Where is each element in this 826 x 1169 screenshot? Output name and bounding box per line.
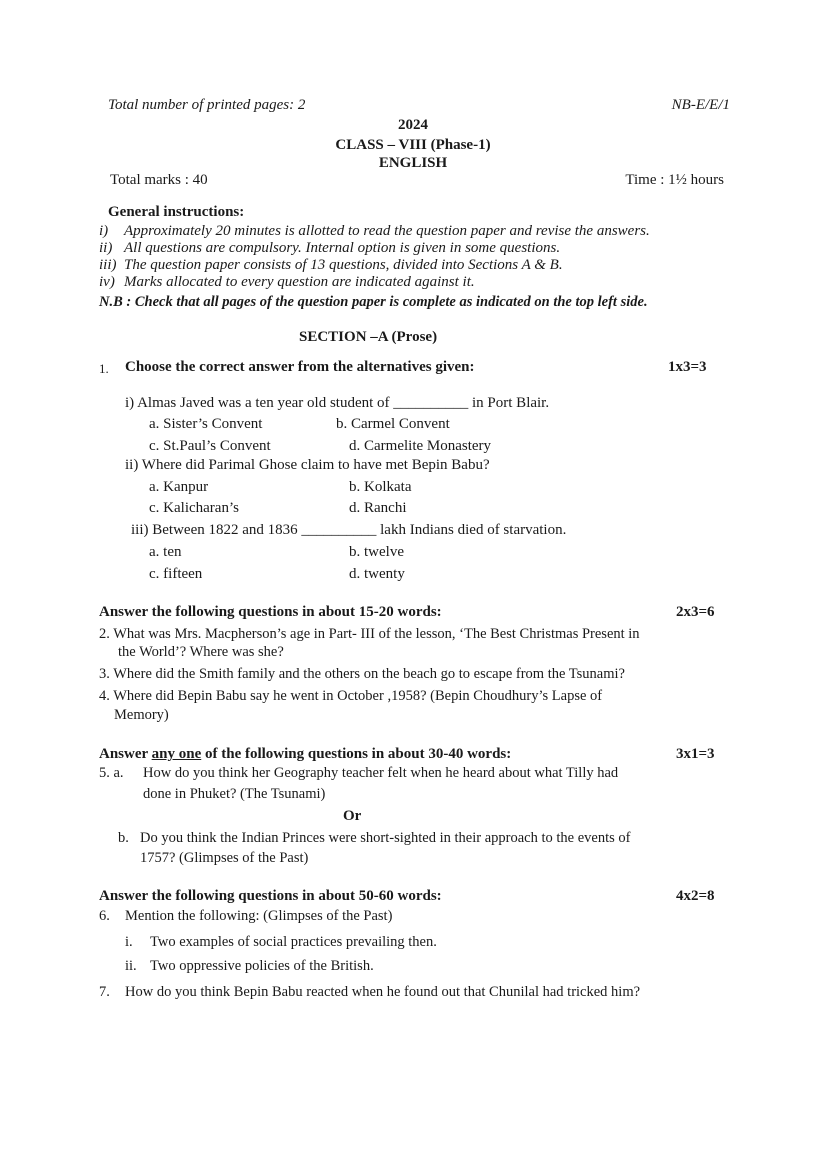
block-marks: 4x2=8 xyxy=(676,888,715,904)
instruction-num: ii) xyxy=(99,240,113,256)
instruction-num: i) xyxy=(99,223,109,239)
mcq-question: ii) Where did Parimal Ghose claim to have met Bepin Babu? xyxy=(125,457,490,473)
mcq-option: c. fifteen xyxy=(149,566,203,582)
question-6-i: Two examples of social practices prevailing then. xyxy=(150,934,437,950)
sub-item-num: ii. xyxy=(125,958,137,974)
mcq-question: i) Almas Javed was a ten year old student of __________ in Port Blair. xyxy=(125,395,550,411)
nb-note: N.B : Check that all pages of the question paper is complete as indicated on the top left side. xyxy=(99,294,648,310)
time-allowed: Time : 1½ hours xyxy=(625,172,724,188)
mcq-option: a. Kanpur xyxy=(149,479,209,495)
instruction-text: The question paper consists of 13 questions, divided into Sections A & B. xyxy=(124,257,563,273)
question-5a-line2: done in Phuket? (The Tsunami) xyxy=(143,786,326,802)
mcq-option: c. Kalicharan’s xyxy=(149,500,239,516)
heading-underlined: any one xyxy=(151,746,202,762)
instruction-text: Approximately 20 minutes is allotted to read the question paper and revise the answers. xyxy=(124,223,650,239)
question-5a-label: 5. a. xyxy=(99,765,124,781)
mcq-option: d. twenty xyxy=(349,566,405,582)
instruction-text: Marks allocated to every question are indicated against it. xyxy=(124,274,475,290)
mcq-question: iii) Between 1822 and 1836 __________ lakh Indians died of starvation. xyxy=(131,522,567,538)
question-4-line1: 4. Where did Bepin Babu say he went in October ,1958? (Bepin Choudhury’s Lapse of xyxy=(99,688,603,704)
instructions-heading: General instructions: xyxy=(108,204,245,220)
mcq-option: a. Sister’s Convent xyxy=(149,416,263,432)
class-title: CLASS – VIII (Phase-1) xyxy=(335,137,491,153)
question-5b-label: b. xyxy=(118,830,129,846)
exam-year: 2024 xyxy=(398,117,428,133)
question-number: 6. xyxy=(99,908,110,924)
question-5a-line1: How do you think her Geography teacher felt when he heard about what Tilly had xyxy=(143,765,619,781)
paper-code: NB-E/E/1 xyxy=(671,97,730,113)
mcq-option: d. Ranchi xyxy=(349,500,407,516)
printed-pages-note: Total number of printed pages: 2 xyxy=(108,97,306,113)
instruction-text: All questions are compulsory. Internal option is given in some questions. xyxy=(124,240,561,256)
subject-title: ENGLISH xyxy=(378,155,448,171)
block-marks: 2x3=6 xyxy=(676,604,715,620)
mcq-option: b. Carmel Convent xyxy=(336,416,450,432)
question-text: Choose the correct answer from the alternatives given: xyxy=(125,359,475,375)
mcq-option: b. Kolkata xyxy=(349,479,412,495)
question-marks: 1x3=3 xyxy=(668,359,707,375)
section-title: SECTION –A (Prose) xyxy=(299,329,438,345)
instruction-num: iv) xyxy=(99,274,115,290)
question-5b-line1: Do you think the Indian Princes were short-sighted in their approach to the events of xyxy=(140,830,631,846)
heading-part: Answer xyxy=(99,746,152,762)
question-2-line2: the World’? Where was she? xyxy=(118,644,284,660)
mcq-option: b. twelve xyxy=(349,544,404,560)
question-number: 1. xyxy=(99,361,109,376)
block-heading: Answer the following questions in about 15-20 words: xyxy=(99,604,442,620)
question-6-ii: Two oppressive policies of the British. xyxy=(150,958,374,974)
question-4-line2: Memory) xyxy=(114,707,169,723)
or-separator: Or xyxy=(343,808,362,824)
question-number: 7. xyxy=(99,984,110,1000)
block-heading: Answer the following questions in about 50-60 words: xyxy=(99,888,442,904)
question-3: 3. Where did the Smith family and the others on the beach go to escape from the Tsunami? xyxy=(99,666,625,682)
question-2-line1: 2. What was Mrs. Macpherson’s age in Part- III of the lesson, ‘The Best Christmas Present in xyxy=(99,626,640,642)
mcq-option: a. ten xyxy=(149,544,182,560)
block-marks: 3x1=3 xyxy=(676,746,715,762)
mcq-option: d. Carmelite Monastery xyxy=(349,438,492,454)
mcq-option: c. St.Paul’s Convent xyxy=(149,438,271,454)
heading-part: of the following questions in about 30-40 words: xyxy=(201,746,512,762)
total-marks: Total marks : 40 xyxy=(110,172,208,188)
block-heading xyxy=(99,746,511,763)
sub-item-num: i. xyxy=(125,934,133,950)
instruction-num: iii) xyxy=(99,257,117,273)
question-6: Mention the following: (Glimpses of the Past) xyxy=(125,908,393,924)
question-7: How do you think Bepin Babu reacted when he found out that Chunilal had tricked him? xyxy=(125,984,641,1000)
question-5b-line2: 1757? (Glimpses of the Past) xyxy=(140,850,309,866)
